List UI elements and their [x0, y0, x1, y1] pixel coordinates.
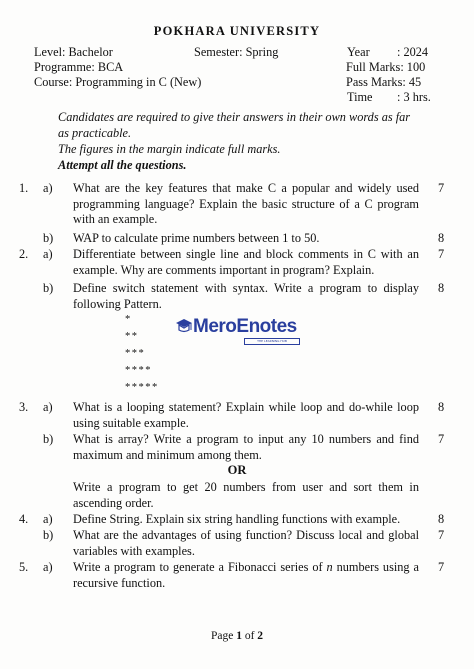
level-label: Level: Bachelor: [34, 45, 113, 59]
programme-label: Programme: BCA: [34, 60, 124, 74]
question-2b-text: Define switch statement with syntax. Write a program to display following Pattern.: [73, 281, 419, 311]
watermark-tagline: THE LEARNING HUB: [244, 338, 300, 345]
subquestion-label: b): [43, 432, 54, 446]
year-label: Year: [347, 45, 370, 59]
pattern-line-5: *****: [125, 382, 159, 393]
graduation-cap-icon: [176, 318, 192, 338]
subquestion-label: a): [43, 560, 53, 574]
question-number-4: 4.: [19, 512, 29, 526]
question-5a-text-part: Write a program to generate a Fibonacci series of: [73, 560, 327, 574]
subquestion-label: a): [43, 400, 53, 414]
pattern-line-3: ***: [125, 348, 146, 359]
question-2a-text: Differentiate between single line and block comments in C with an example. Why are comments important in program? Explain.: [73, 247, 419, 277]
page-of: of: [241, 630, 258, 642]
question-2b-marks: 8: [438, 281, 445, 295]
question-1a-marks: 7: [438, 181, 445, 195]
question-3b-alternative-text: Write a program to get 20 numbers from user and sort them in ascending order.: [73, 480, 419, 510]
instruction-answer-own-words: Candidates are required to give their answers in their own words as far as practicable.: [58, 110, 411, 140]
subquestion-label: a): [43, 512, 53, 526]
subquestion-label: b): [43, 528, 54, 542]
watermark-brand: MeroEnotes: [193, 316, 297, 337]
question-3b-marks: 7: [438, 432, 445, 446]
question-5a-text-part: numbers using a recursive function.: [73, 560, 419, 590]
page-footer: [0, 630, 474, 642]
question-5a-marks: 7: [438, 560, 445, 574]
question-2a-marks: 7: [438, 247, 445, 261]
pass-marks-label: Pass Marks: 45: [346, 75, 422, 89]
question-4b-text: What are the advantages of using function? Discuss local and global variables with examples.: [73, 528, 419, 558]
question-4b-marks: 7: [438, 528, 445, 542]
question-3b-text: What is array? Write a program to input any 10 numbers and find maximum and minimum among them.: [73, 432, 419, 462]
subquestion-label: b): [43, 231, 54, 245]
semester-label: Semester: Spring: [194, 45, 279, 59]
pattern-line-2: **: [125, 331, 139, 342]
instruction-attempt-all: Attempt all the questions.: [58, 158, 187, 172]
pattern-line-1: *: [125, 314, 132, 325]
question-5a-text: [73, 560, 419, 591]
question-1b-text: WAP to calculate prime numbers between 1 to 50.: [73, 231, 320, 245]
page-current: 1: [236, 630, 242, 642]
year-value: : 2024: [397, 45, 429, 59]
pattern-line-4: ****: [125, 365, 152, 376]
course-label: Course: Programming in C (New): [34, 75, 202, 89]
question-5a-variable: n: [326, 560, 333, 574]
subquestion-label: a): [43, 181, 53, 195]
question-3a-text: What is a looping statement? Explain while loop and do-while loop using suitable example.: [73, 400, 419, 430]
question-3a-marks: 8: [438, 400, 445, 414]
university-title: POKHARA UNIVERSITY: [153, 24, 321, 38]
subquestion-label: b): [43, 281, 54, 295]
full-marks-label: Full Marks: 100: [346, 60, 426, 74]
question-1b-marks: 8: [438, 231, 445, 245]
question-4a-marks: 8: [438, 512, 445, 526]
time-value: : 3 hrs.: [397, 90, 431, 104]
page-total: 2: [257, 630, 264, 642]
question-number-5: 5.: [19, 560, 29, 574]
time-label: Time: [347, 90, 373, 104]
instruction-margin-marks: The figures in the margin indicate full marks.: [58, 142, 281, 156]
question-number-1: 1.: [19, 181, 29, 195]
question-1a-text: What are the key features that make C a popular and widely used programming language? Explain the basic structure of a C program with an example.: [73, 181, 419, 226]
question-number-3: 3.: [19, 400, 29, 414]
question-number-2: 2.: [19, 247, 29, 261]
meroenotes-watermark: [176, 316, 304, 344]
subquestion-label: a): [43, 247, 53, 261]
page-prefix: Page: [210, 630, 237, 642]
or-separator: OR: [227, 463, 247, 477]
question-4a-text: Define String. Explain six string handling functions with example.: [73, 512, 401, 526]
